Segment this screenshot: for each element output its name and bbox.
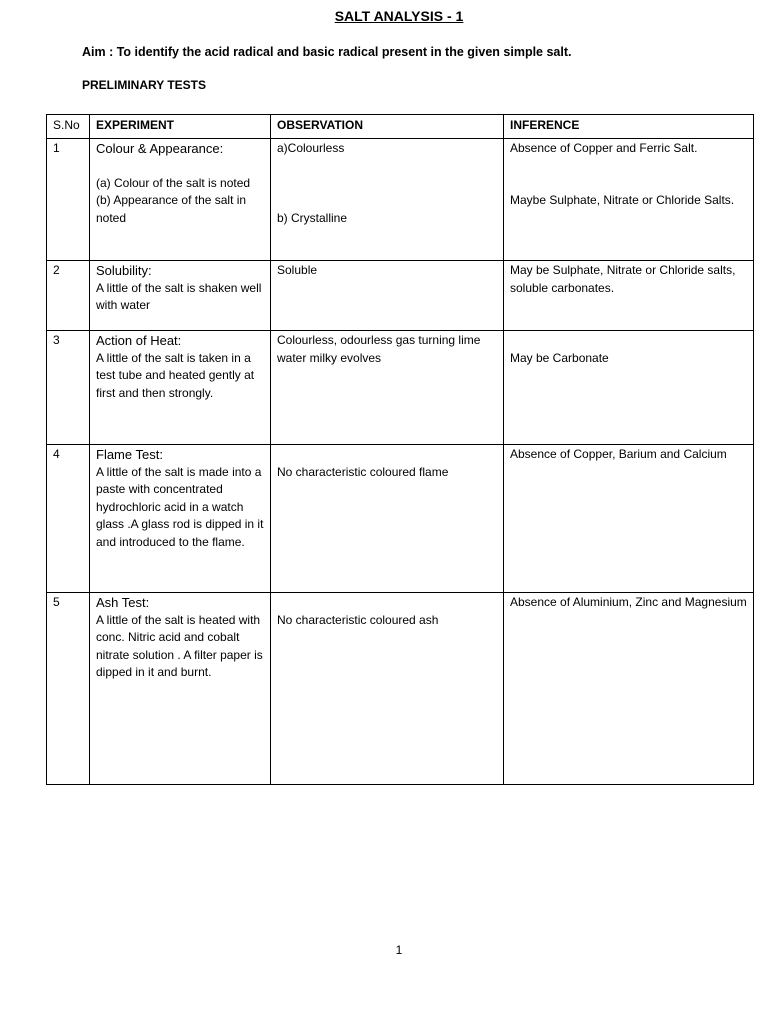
experiment-title: Flame Test: [96, 447, 163, 462]
page-number: 1 [395, 943, 403, 957]
aim-statement: Aim : To identify the acid radical and basic radical present in the given simple salt. [82, 45, 572, 59]
inference-text: May be Carbonate [510, 351, 609, 365]
spacer [510, 158, 747, 192]
spacer [96, 158, 264, 175]
inference-a: Absence of Copper and Ferric Salt. [510, 141, 698, 155]
row-experiment [90, 331, 271, 445]
header-experiment: EXPERIMENT [90, 115, 271, 139]
row-observation: Soluble [271, 261, 504, 331]
row-inference: Absence of Copper, Barium and Calcium [504, 445, 754, 593]
row-sno: 4 [47, 445, 90, 593]
experiment-text: A little of the salt is taken in a test tube and heated gently at first and then strongly. [96, 350, 255, 400]
row-sno: 1 [47, 139, 90, 261]
experiment-text: A little of the salt is shaken well with water [96, 280, 262, 312]
table-row [47, 593, 754, 785]
section-heading: PRELIMINARY TESTS [82, 78, 207, 92]
experiment-title: Colour & Appearance: [96, 141, 224, 156]
row-sno: 3 [47, 331, 90, 445]
experiment-title: Solubility: [96, 263, 152, 278]
row-inference: May be Sulphate, Nitrate or Chloride salts, soluble carbonates. [504, 261, 754, 331]
spacer [510, 332, 747, 350]
row-observation [271, 593, 504, 785]
experiment-title: Action of Heat: [96, 333, 182, 348]
preliminary-tests-table [46, 114, 754, 785]
row-sno: 5 [47, 593, 90, 785]
table-row [47, 261, 754, 331]
row-inference [504, 139, 754, 261]
header-inference: INFERENCE [504, 115, 754, 139]
spacer [277, 158, 497, 210]
experiment-text: A little of the salt is heated with conc. Nitric acid and cobalt nitrate solution . A filter paper is dipped in it and burnt. [96, 612, 263, 679]
table-row [47, 331, 754, 445]
header-observation: OBSERVATION [271, 115, 504, 139]
header-sno: S.No [47, 115, 90, 139]
row-experiment [90, 593, 271, 785]
row-observation [271, 445, 504, 593]
observation-text: No characteristic coloured ash [277, 613, 439, 627]
row-sno: 2 [47, 261, 90, 331]
table-row [47, 139, 754, 261]
row-inference [504, 331, 754, 445]
document-title: SALT ANALYSIS - 1 [334, 8, 464, 24]
inference-b: Maybe Sulphate, Nitrate or Chloride Salts. [510, 192, 735, 207]
table-header-row [47, 115, 754, 139]
observation-text: No characteristic coloured flame [277, 465, 449, 479]
row-observation: Colourless, odourless gas turning lime water milky evolves [271, 331, 504, 445]
table-row [47, 445, 754, 593]
observation-b: b) Crystalline [277, 210, 348, 225]
experiment-line: (a) Colour of the salt is noted [96, 175, 251, 190]
row-experiment [90, 261, 271, 331]
spacer [277, 446, 497, 464]
row-experiment [90, 139, 271, 261]
row-experiment [90, 445, 271, 593]
spacer [277, 594, 497, 612]
row-inference: Absence of Aluminium, Zinc and Magnesium [504, 593, 754, 785]
experiment-title: Ash Test: [96, 595, 150, 610]
row-observation [271, 139, 504, 261]
experiment-text: A little of the salt is made into a paste with concentrated hydrochloric acid in a watch glass .A glass rod is dipped in it and introduced to the flame. [96, 464, 264, 549]
observation-a: a)Colourless [277, 141, 345, 155]
experiment-line: (b) Appearance of the salt in noted [96, 193, 247, 225]
